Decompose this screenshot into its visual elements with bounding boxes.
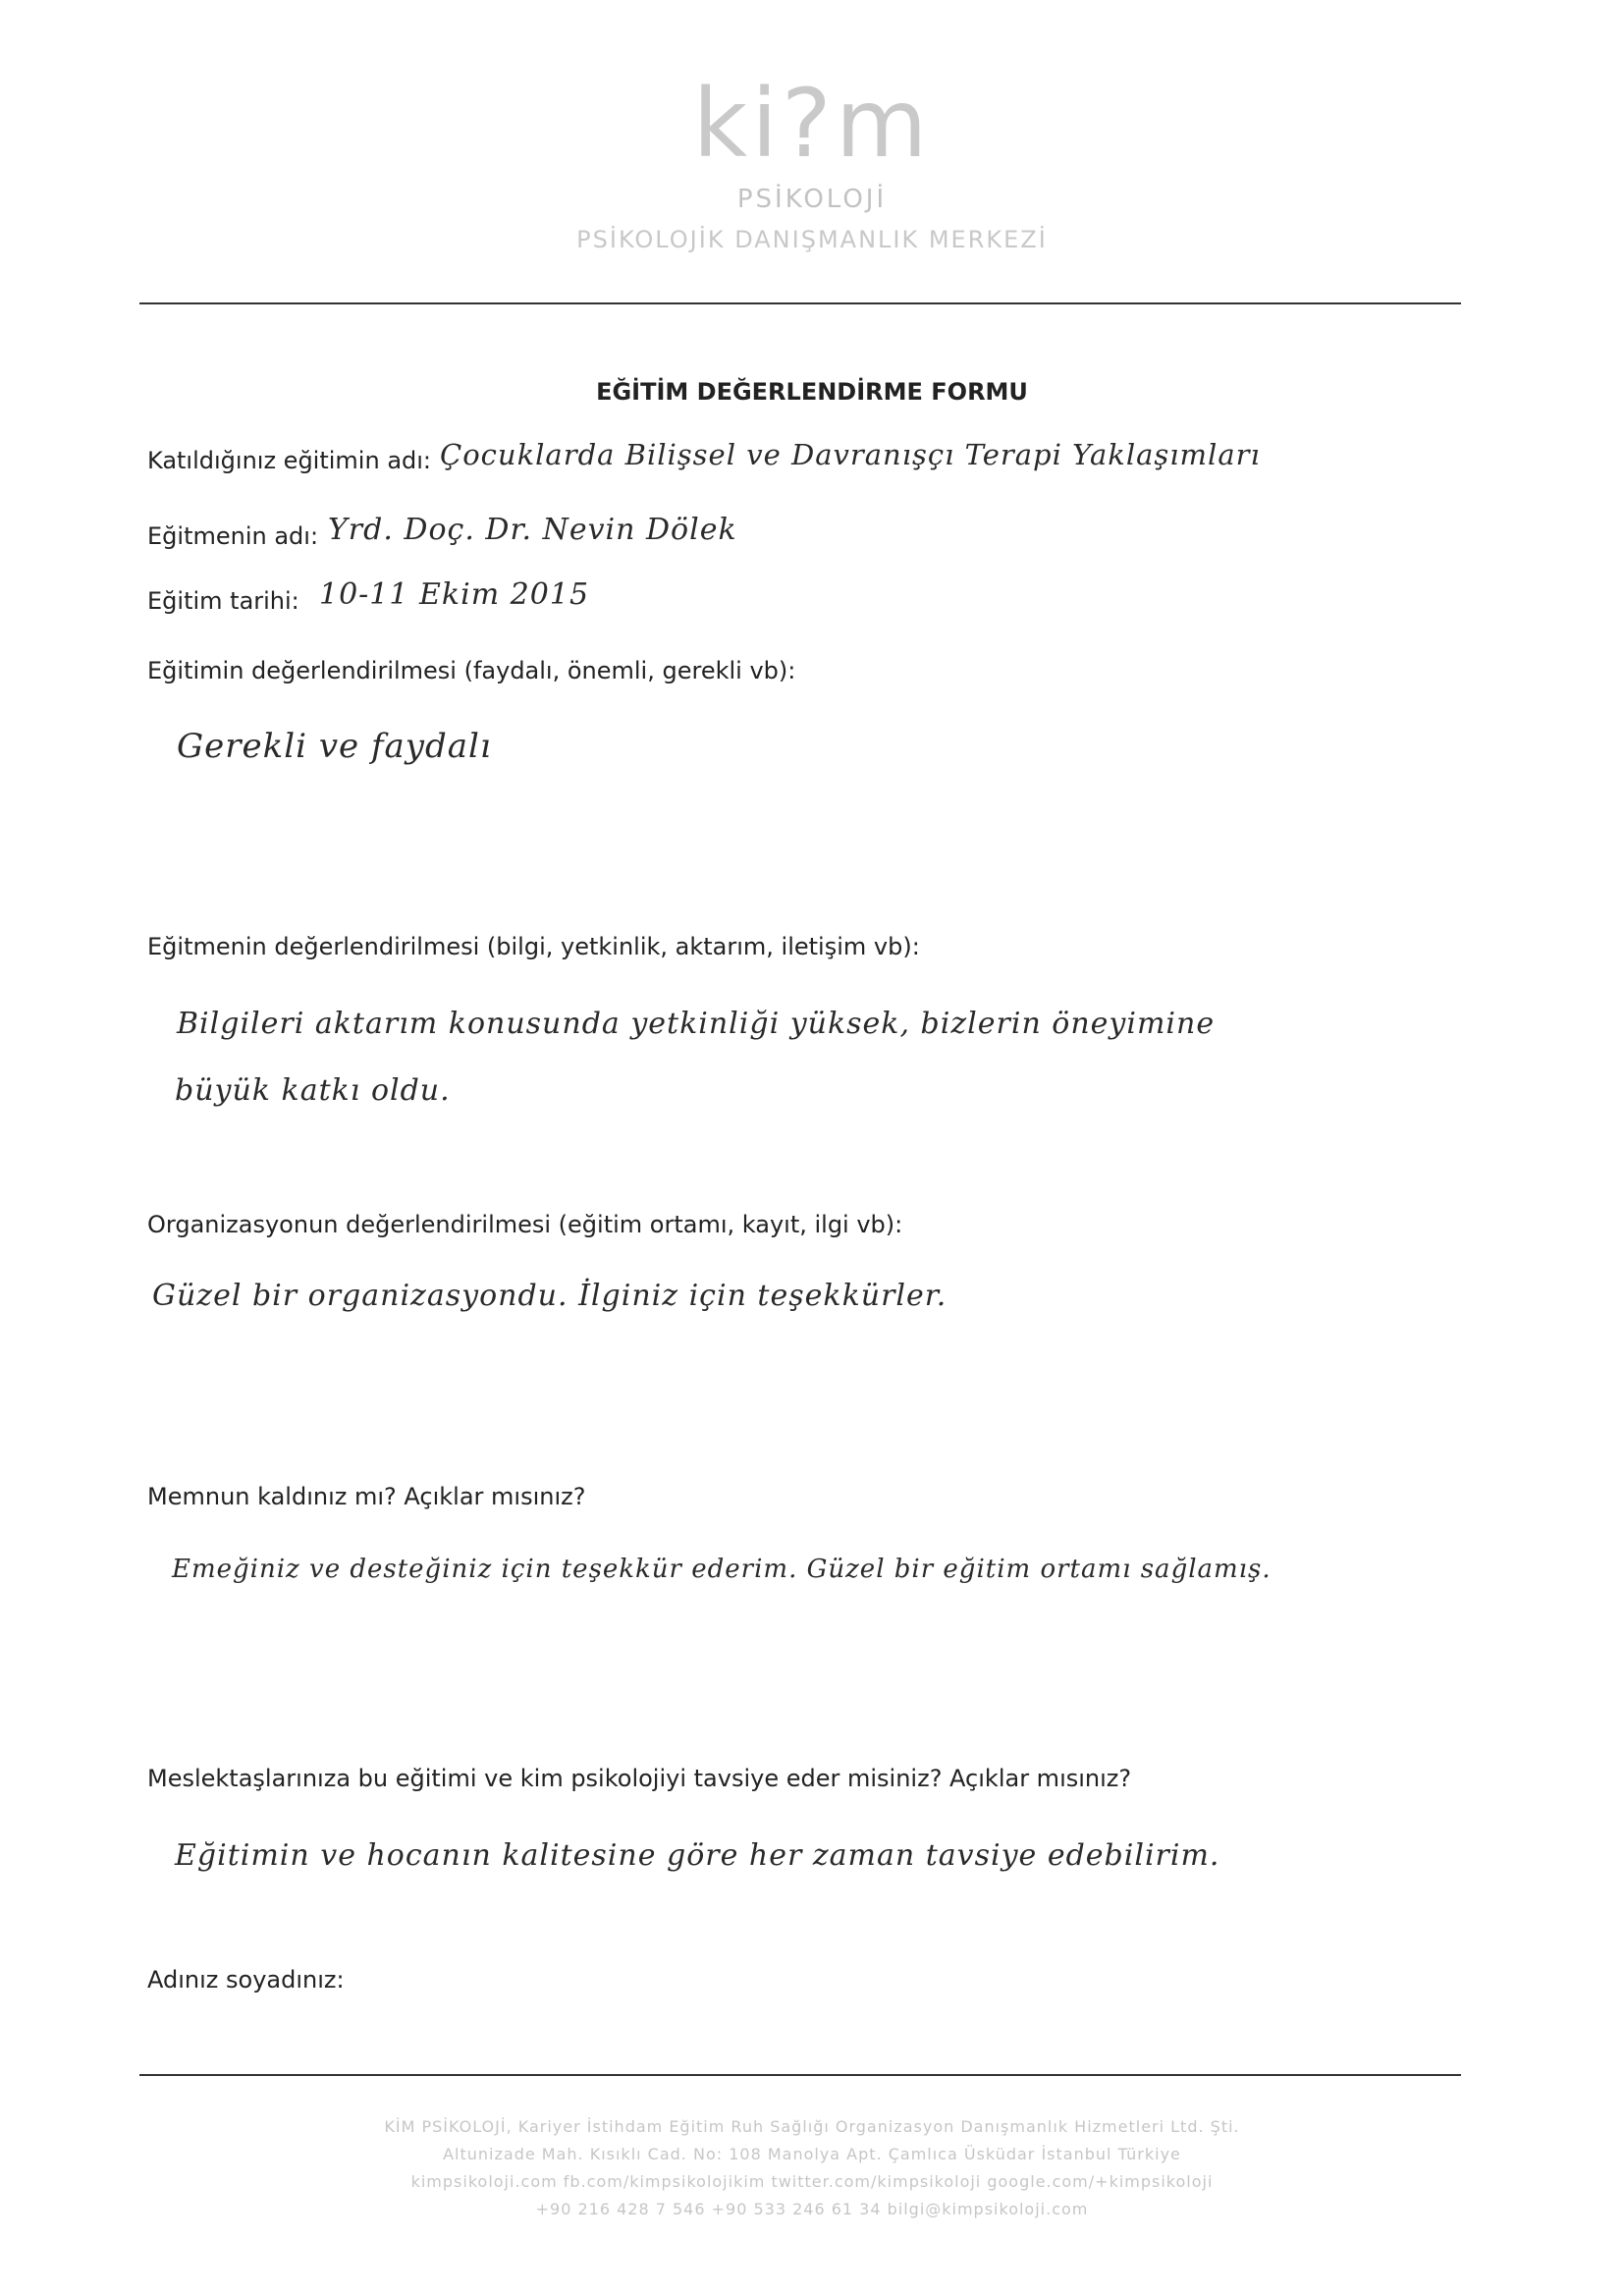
training-name-answer: Çocuklarda Bilişsel ve Davranışçı Terapi Yaklaşımları [440, 438, 1261, 471]
recommend-answer: Eğitimin ve hocanın kalitesine göre her zaman tavsiye edebilirim. [175, 1838, 1220, 1873]
name-label: Adınız soyadınız: [147, 1966, 345, 1994]
logo-mark: ki?m [692, 69, 932, 179]
training-name-label: Katıldığınız eğitimin adı: [147, 447, 432, 474]
recommend-label: Meslektaşlarınıza bu eğitimi ve kim psikolojiyi tavsiye eder misiniz? Açıklar mısınız? [147, 1765, 1132, 1792]
org-eval-label: Organizasyonun değerlendirilmesi (eğitim ortamı, kayıt, ilgi vb): [147, 1211, 903, 1238]
org-eval-answer: Güzel bir organizasyondu. İlginiz için teşekkürler. [152, 1279, 947, 1313]
form-title: EĞİTİM DEĞERLENDİRME FORMU [596, 378, 1028, 406]
training-date-label: Eğitim tarihi: [147, 587, 299, 615]
training-eval-label: Eğitimin değerlendirilmesi (faydalı, önemli, gerekli vb): [147, 657, 796, 684]
trainer-name-label: Eğitmenin adı: [147, 522, 319, 550]
trainer-eval-answer-line1: Bilgileri aktarım konusunda yetkinliği yüksek, bizlerin öneyimine [177, 1007, 1216, 1041]
footer-web: kimpsikoloji.com fb.com/kimpsikolojikim twitter.com/kimpsikoloji google.com/+kimpsikoloji [410, 2172, 1214, 2191]
header-divider [139, 302, 1461, 304]
logo-tagline: PSİKOLOJİK DANIŞMANLIK MERKEZİ [576, 226, 1048, 253]
footer-contact: +90 216 428 7 546 +90 533 246 61 34 bilgi@kimpsikoloji.com [535, 2200, 1089, 2218]
footer-divider [139, 2074, 1461, 2076]
satisfaction-answer: Emeğiniz ve desteğiniz için teşekkür ederim. Güzel bir eğitim ortamı sağlamış. [172, 1555, 1272, 1584]
trainer-eval-answer-line2: büyük katkı oldu. [175, 1073, 451, 1108]
footer-company: KİM PSİKOLOJİ, Kariyer İstihdam Eğitim Ruh Sağlığı Organizasyon Danışmanlık Hizmetleri Ltd. Şti. [384, 2117, 1240, 2136]
satisfaction-label: Memnun kaldınız mı? Açıklar mısınız? [147, 1483, 586, 1510]
training-date-answer: 10-11 Ekim 2015 [319, 577, 590, 612]
training-eval-answer: Gerekli ve faydalı [177, 727, 492, 766]
trainer-eval-label: Eğitmenin değerlendirilmesi (bilgi, yetkinlik, aktarım, iletişim vb): [147, 933, 920, 960]
footer-address: Altunizade Mah. Kısıklı Cad. No: 108 Manolya Apt. Çamlıca Üsküdar İstanbul Türkiye [443, 2145, 1181, 2163]
logo-subtitle: PSİKOLOJİ [736, 185, 888, 214]
trainer-name-answer: Yrd. Doç. Dr. Nevin Dölek [328, 513, 737, 547]
